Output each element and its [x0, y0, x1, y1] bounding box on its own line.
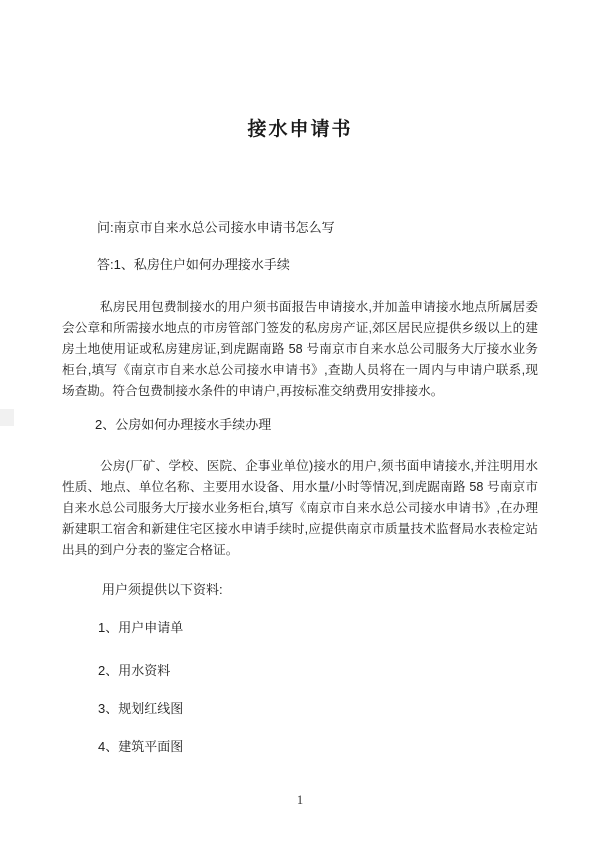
- material-item-1: 1、用户申请单: [98, 620, 184, 635]
- material-item-4: 4、建筑平面图: [98, 739, 184, 754]
- scan-artifact: [0, 409, 14, 426]
- question-line: 问:南京市自来水总公司接水申请书怎么写: [97, 220, 335, 235]
- answer-heading: 答:1、私房住户如何办理接水手续: [97, 257, 290, 272]
- materials-intro: 用户须提供以下资料:: [102, 582, 223, 597]
- document-title: 接水申请书: [247, 118, 353, 140]
- paragraph-private-housing: 私房民用包费制接水的用户须书面报告申请接水,并加盖申请接水地点所属居委会公章和所需接水地点的市房管部门签发的私房房产证,郊区居民应提供乡级以上的建房土地使用证或私房建房证,到虎踞南路 58 号南京市自来水总公司服务大厅接水业务柜台,填写《南京市自来水总公司接水申请书》,查勘人员将在一周内与申请户联系,现场查勘。符合包费制接水条件的申请户,再按标准交纳费用安排接水。: [62, 300, 538, 398]
- public-housing-heading: 2、公房如何办理接水手续办理: [95, 417, 272, 432]
- material-item-2: 2、用水资料: [98, 663, 171, 678]
- page-number: 1: [296, 793, 304, 807]
- paragraph-public-housing: 公房(厂矿、学校、医院、企事业单位)接水的用户,须书面申请接水,并注明用水性质、地点、单位名称、主要用水设备、用水量/小时等情况,到虎踞南路 58 号南京市自来水总公司服务大厅接水业务柜台,填写《南京市自来水总公司接水申请书》,在办理新建职工宿舍和新建住宅区接水申请手续时,应提供南京市质量技术监督局水表检定站出具的到户分表的鉴定合格证。: [62, 459, 538, 557]
- material-item-3: 3、规划红线图: [98, 701, 184, 716]
